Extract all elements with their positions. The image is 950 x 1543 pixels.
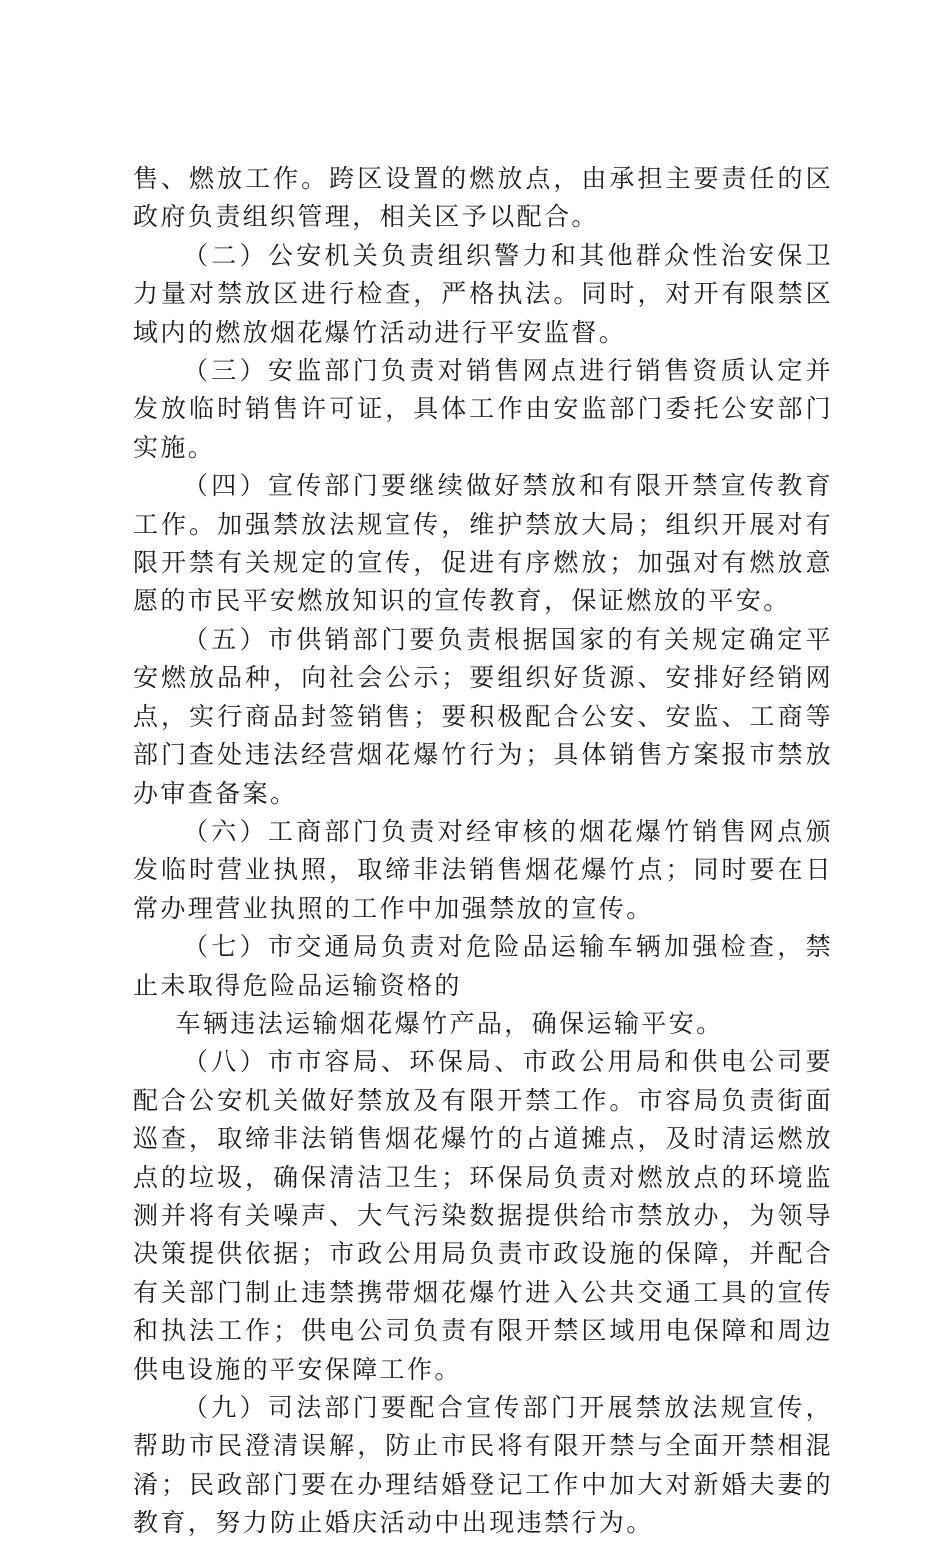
paragraph-item-4: （四）宣传部门要继续做好禁放和有限开禁宣传教育工作。加强禁放法规宣传，维护禁放大局；组织开展对有限开禁有关规定的宣传，促进有序燃放；加强对有燃放意愿的市民平安燃放知识的宣传教育，保证燃放的平安。 [133, 471, 833, 616]
paragraph-item-9: （九）司法部门要配合宣传部门开展禁放法规宣传，帮助市民澄清误解，防止市民将有限开禁与全面开禁相混淆；民政部门要在办理结婚登记工作中加大对新婚夫妻的教育，努力防止婚庆活动中出现违禁行为。 [133, 1393, 833, 1538]
paragraph-item-7: （七）市交通局负责对危险品运输车辆加强检查，禁止未取得危险品运输资格的 [133, 932, 833, 1000]
paragraph-item-3: （三）安监部门负责对销售网点进行销售资质认定并发放临时销售许可证，具体工作由安监部门委托公安部门实施。 [133, 356, 833, 462]
paragraph-item-2: （二）公安机关负责组织警力和其他群众性治安保卫力量对禁放区进行检查，严格执法。同时，对开有限禁区域内的燃放烟花爆竹活动进行平安监督。 [133, 240, 833, 347]
document-body [133, 160, 833, 1543]
paragraph-item-8: （八）市市容局、环保局、市政公用局和供电公司要配合公安机关做好禁放及有限开禁工作。市容局负责街面巡查，取缔非法销售烟花爆竹的占道摊点，及时清运燃放点的垃圾，确保清洁卫生；环保局负责对燃放点的环境监测并将有关噪声、大气污染数据提供给市禁放办，为领导决策提供依据；市政公用局负责市政设施的保障，并配合有关部门制止违禁携带烟花爆竹进入公共交通工具的宣传和执法工作；供电公司负责有限开禁区域用电保障和周边供电设施的平安保障工作。 [133, 1047, 833, 1384]
paragraph-continuation: 售、燃放工作。跨区设置的燃放点，由承担主要责任的区政府负责组织管理，相关区予以配合。 [133, 164, 833, 232]
paragraph-item-5: （五）市供销部门要负责根据国家的有关规定确定平安燃放品种，向社会公示；要组织好货源、安排好经销网点，实行商品封签销售；要积极配合公安、安监、工商等部门查处违法经营烟花爆竹行为；具体销售方案报市禁放办审查备案。 [133, 624, 833, 808]
paragraph-item-7-continued: 车辆违法运输烟花爆竹产品，确保运输平安。 [175, 1008, 724, 1038]
paragraph-item-6: （六）工商部门负责对经审核的烟花爆竹销售网点颁发临时营业执照，取缔非法销售烟花爆竹点；同时要在日常办理营业执照的工作中加强禁放的宣传。 [133, 816, 833, 923]
